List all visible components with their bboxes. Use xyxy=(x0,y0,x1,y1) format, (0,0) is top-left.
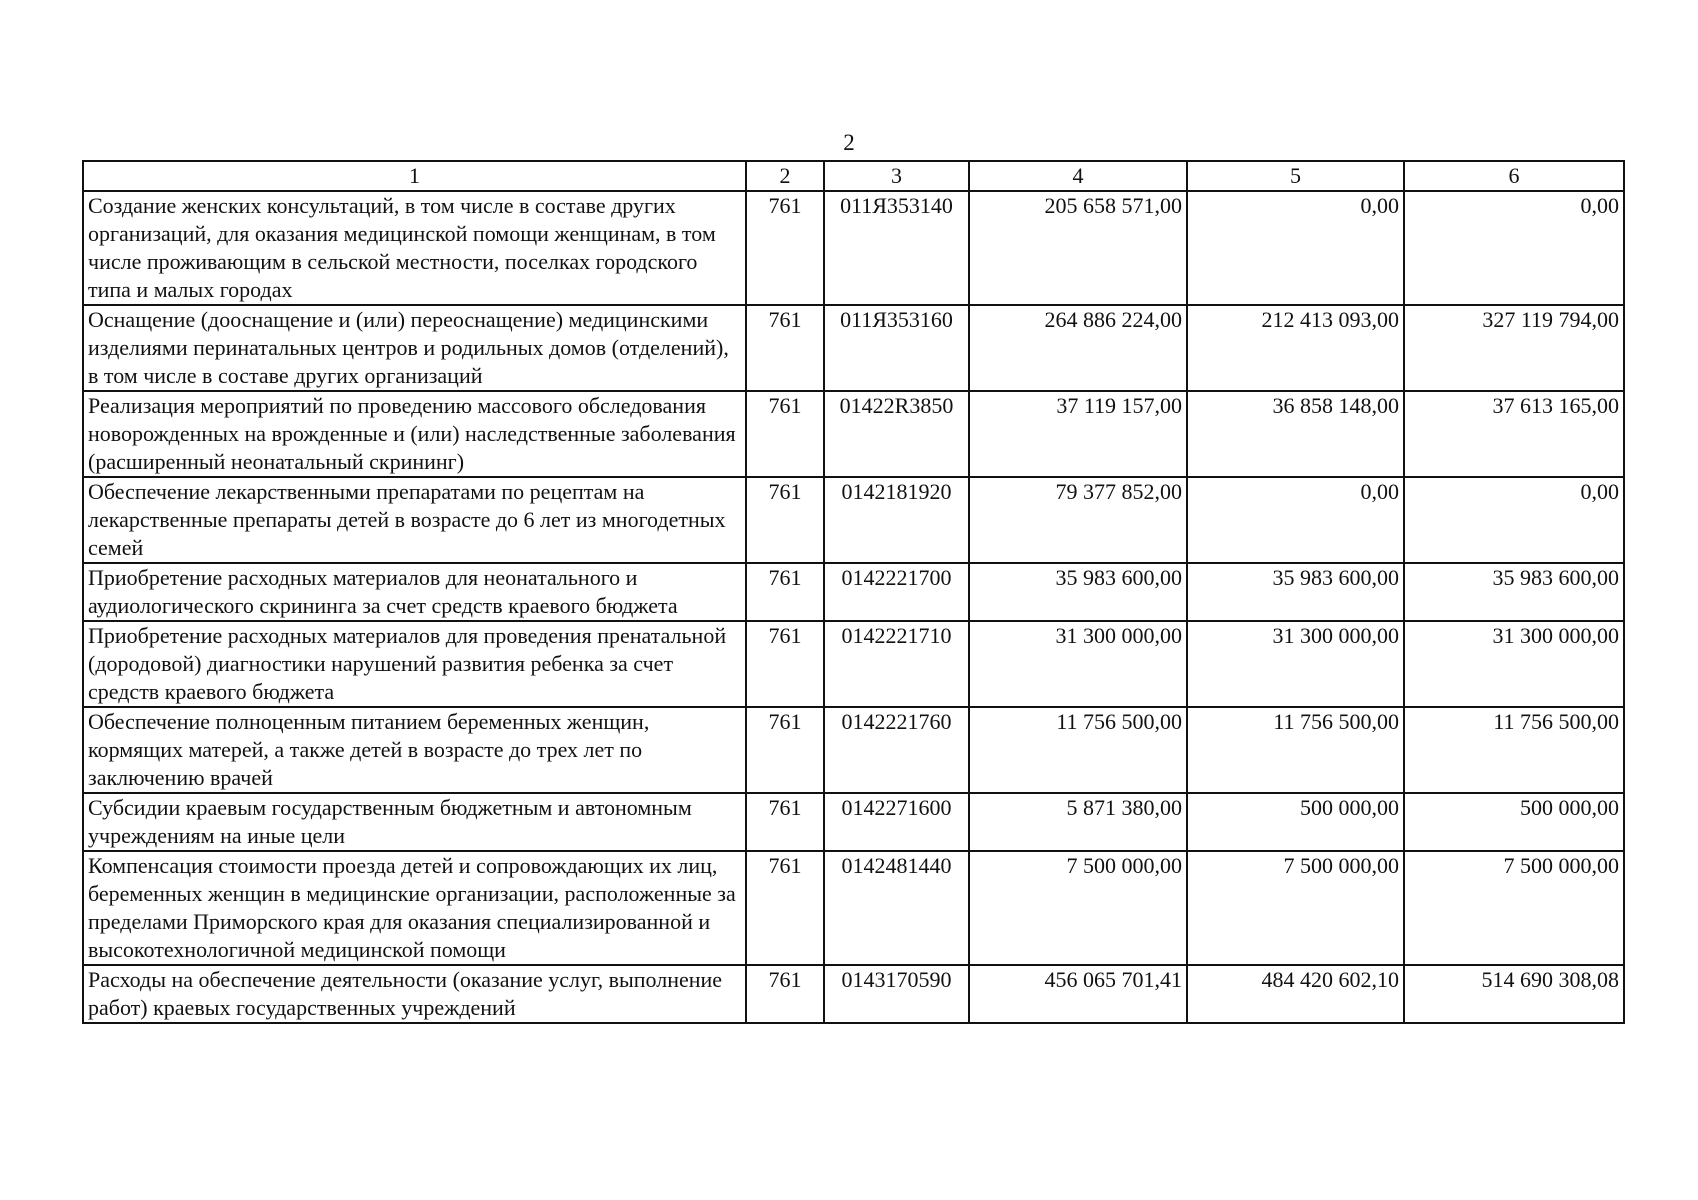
expense-name: Субсидии краевым государственным бюджетным и автономным учреждениям на иные цели xyxy=(83,793,746,851)
amount-column-6: 31 300 000,00 xyxy=(1404,621,1624,707)
expense-name: Создание женских консультаций, в том числе в составе других организаций, для оказания медицинской помощи женщинам, в том числе проживающим в сельской местности, поселках городского типа и малых городах xyxy=(83,191,746,305)
grbs-code: 761 xyxy=(746,305,824,391)
expense-name: Приобретение расходных материалов для неонатального и аудиологического скрининга за счет средств краевого бюджета xyxy=(83,563,746,621)
amount-column-4: 205 658 571,00 xyxy=(969,191,1187,305)
amount-column-5: 0,00 xyxy=(1187,477,1404,563)
table-row xyxy=(83,305,1624,391)
target-article-code: 0142221710 xyxy=(824,621,969,707)
column-header-4: 4 xyxy=(969,161,1187,191)
amount-column-5: 31 300 000,00 xyxy=(1187,621,1404,707)
column-header-3: 3 xyxy=(824,161,969,191)
target-article-code: 0142271600 xyxy=(824,793,969,851)
amount-column-6: 7 500 000,00 xyxy=(1404,851,1624,965)
grbs-code: 761 xyxy=(746,965,824,1023)
amount-column-5: 212 413 093,00 xyxy=(1187,305,1404,391)
amount-column-4: 456 065 701,41 xyxy=(969,965,1187,1023)
expense-name: Компенсация стоимости проезда детей и сопровождающих их лиц, беременных женщин в медицинские организации, расположенные за пределами Приморского края для оказания специализированной и высокотехнологичной медицинской помощи xyxy=(83,851,746,965)
table-row xyxy=(83,621,1624,707)
expense-name: Расходы на обеспечение деятельности (оказание услуг, выполнение работ) краевых государственных учреждений xyxy=(83,965,746,1023)
target-article-code: 011Я353140 xyxy=(824,191,969,305)
table-row xyxy=(83,563,1624,621)
grbs-code: 761 xyxy=(746,563,824,621)
expense-name: Реализация мероприятий по проведению массового обследования новорожденных на врожденные и (или) наследственные заболевания (расширенный неонатальный скрининг) xyxy=(83,391,746,477)
amount-column-4: 5 871 380,00 xyxy=(969,793,1187,851)
amount-column-4: 264 886 224,00 xyxy=(969,305,1187,391)
grbs-code: 761 xyxy=(746,391,824,477)
grbs-code: 761 xyxy=(746,191,824,305)
table-row xyxy=(83,707,1624,793)
table-header-row xyxy=(83,161,1624,191)
amount-column-6: 514 690 308,08 xyxy=(1404,965,1624,1023)
amount-column-6: 11 756 500,00 xyxy=(1404,707,1624,793)
expense-name: Приобретение расходных материалов для проведения пренатальной (дородовой) диагностики нарушений развития ребенка за счет средств краевого бюджета xyxy=(83,621,746,707)
column-header-2: 2 xyxy=(746,161,824,191)
target-article-code: 0142181920 xyxy=(824,477,969,563)
target-article-code: 011Я353160 xyxy=(824,305,969,391)
table-row xyxy=(83,191,1624,305)
amount-column-4: 31 300 000,00 xyxy=(969,621,1187,707)
grbs-code: 761 xyxy=(746,707,824,793)
column-header-5: 5 xyxy=(1187,161,1404,191)
amount-column-5: 11 756 500,00 xyxy=(1187,707,1404,793)
amount-column-5: 500 000,00 xyxy=(1187,793,1404,851)
grbs-code: 761 xyxy=(746,477,824,563)
amount-column-6: 327 119 794,00 xyxy=(1404,305,1624,391)
target-article-code: 0142221700 xyxy=(824,563,969,621)
table-row xyxy=(83,477,1624,563)
column-header-6: 6 xyxy=(1404,161,1624,191)
amount-column-4: 7 500 000,00 xyxy=(969,851,1187,965)
table-row xyxy=(83,965,1624,1023)
amount-column-5: 35 983 600,00 xyxy=(1187,563,1404,621)
amount-column-6: 500 000,00 xyxy=(1404,793,1624,851)
grbs-code: 761 xyxy=(746,793,824,851)
amount-column-6: 35 983 600,00 xyxy=(1404,563,1624,621)
amount-column-6: 37 613 165,00 xyxy=(1404,391,1624,477)
expense-name: Обеспечение лекарственными препаратами по рецептам на лекарственные препараты детей в возрасте до 6 лет из многодетных семей xyxy=(83,477,746,563)
amount-column-5: 484 420 602,10 xyxy=(1187,965,1404,1023)
expense-name: Обеспечение полноценным питанием беременных женщин, кормящих матерей, а также детей в возрасте до трех лет по заключению врачей xyxy=(83,707,746,793)
table-row xyxy=(83,391,1624,477)
page-number: 2 xyxy=(843,130,855,155)
target-article-code: 0143170590 xyxy=(824,965,969,1023)
amount-column-6: 0,00 xyxy=(1404,191,1624,305)
amount-column-5: 36 858 148,00 xyxy=(1187,391,1404,477)
target-article-code: 01422R3850 xyxy=(824,391,969,477)
target-article-code: 0142481440 xyxy=(824,851,969,965)
target-article-code: 0142221760 xyxy=(824,707,969,793)
amount-column-6: 0,00 xyxy=(1404,477,1624,563)
table-row xyxy=(83,851,1624,965)
grbs-code: 761 xyxy=(746,621,824,707)
amount-column-4: 11 756 500,00 xyxy=(969,707,1187,793)
column-header-1: 1 xyxy=(83,161,746,191)
amount-column-5: 0,00 xyxy=(1187,191,1404,305)
amount-column-4: 35 983 600,00 xyxy=(969,563,1187,621)
amount-column-4: 79 377 852,00 xyxy=(969,477,1187,563)
amount-column-4: 37 119 157,00 xyxy=(969,391,1187,477)
amount-column-5: 7 500 000,00 xyxy=(1187,851,1404,965)
table-row xyxy=(83,793,1624,851)
expense-name: Оснащение (дооснащение и (или) переоснащение) медицинскими изделиями перинатальных центров и родильных домов (отделений), в том числе в составе других организаций xyxy=(83,305,746,391)
grbs-code: 761 xyxy=(746,851,824,965)
budget-table xyxy=(82,160,1625,1024)
